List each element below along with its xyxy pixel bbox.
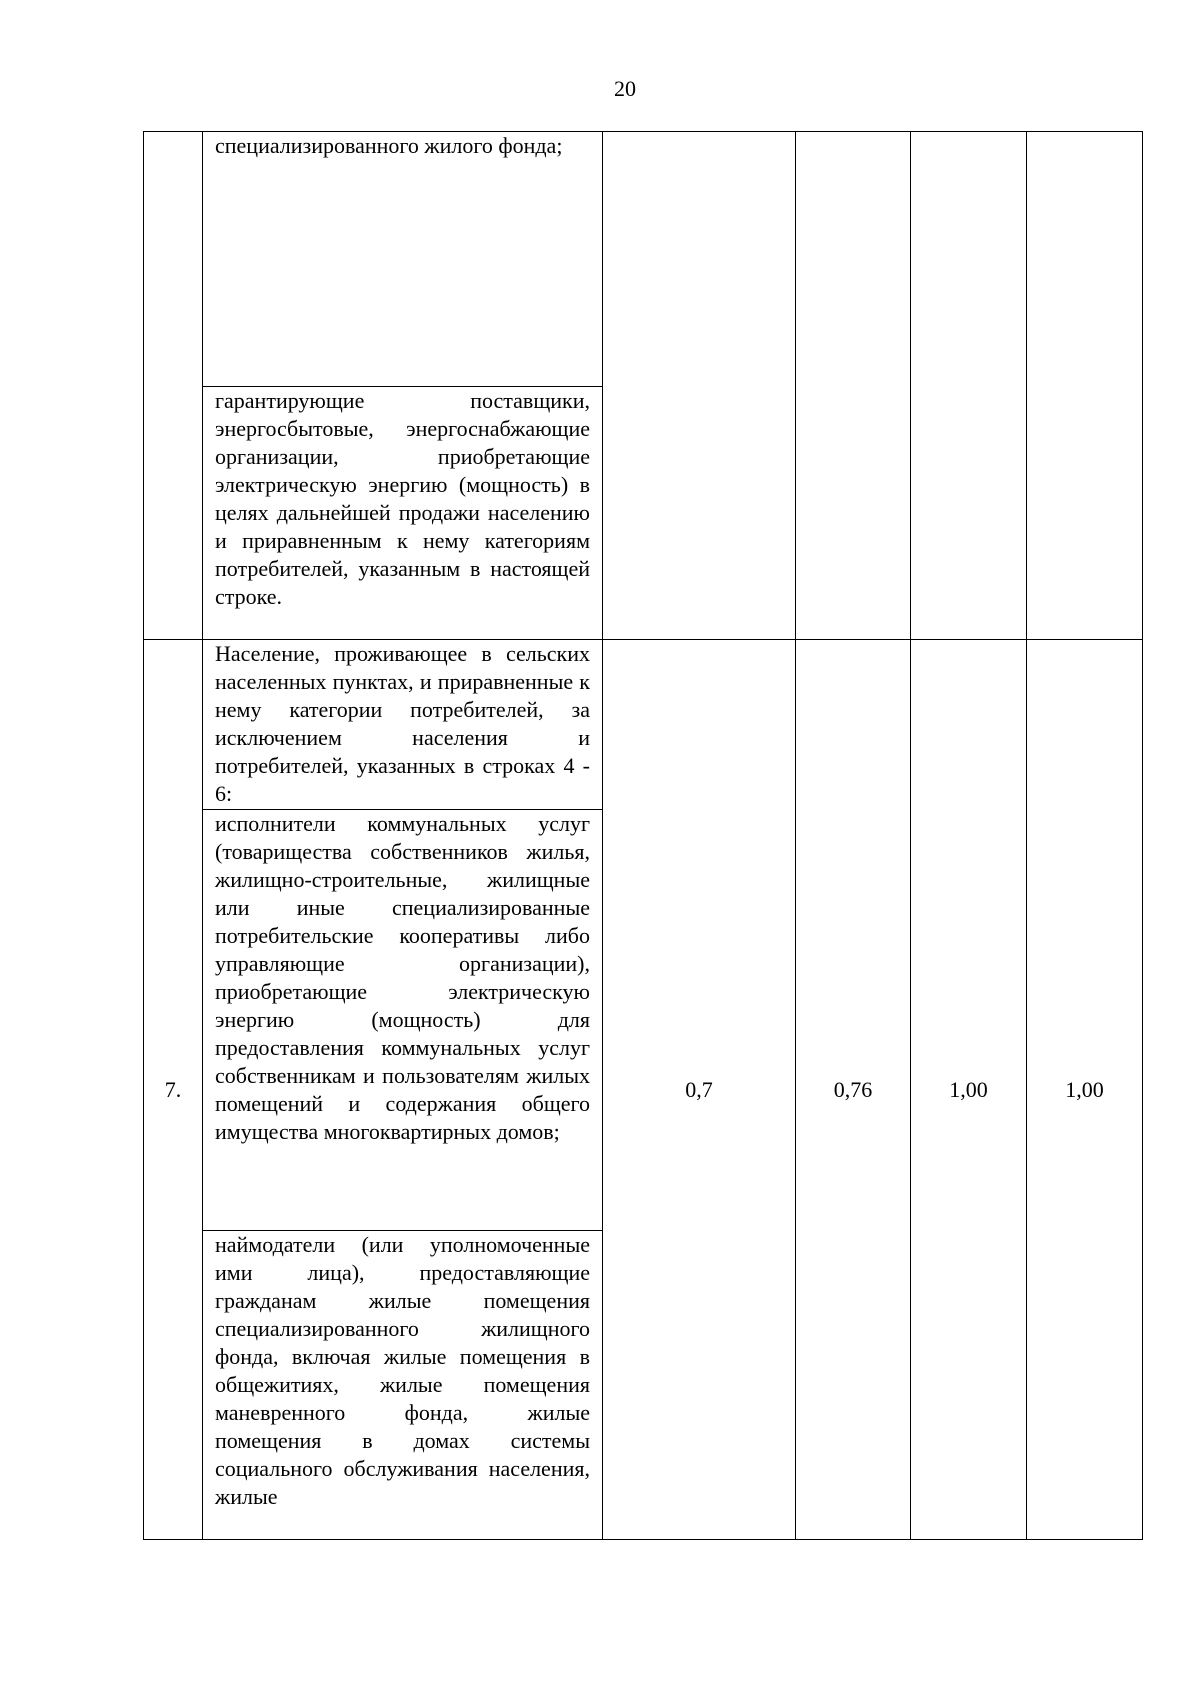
- row-description-cell: [203, 387, 603, 640]
- table-row: [144, 132, 1143, 387]
- row-description-cell: [203, 810, 603, 1231]
- value: 0,7: [685, 1076, 713, 1102]
- table-row: [144, 640, 1143, 810]
- value: 1,00: [949, 1076, 988, 1102]
- value-cell-1: [603, 640, 796, 1540]
- row-description: специализированного жилого фонда;: [215, 133, 563, 158]
- tariff-table: [143, 131, 1143, 1540]
- row-description: наймодатели (или уполномоченные ими лица), предоставляющие гражданам жилые помещения специализированного жилищного фонда, включая жилые помещения в общежитиях, жилые помещения маневренного фонда, жилые помещения в домах системы социального обслуживания населения, жилые: [215, 1232, 590, 1509]
- value: 1,00: [1065, 1076, 1104, 1102]
- value-cell-1: [603, 132, 796, 640]
- row-number: 7.: [164, 1076, 182, 1102]
- value-cell-3: [911, 640, 1027, 1540]
- value-cell-4: [1027, 640, 1143, 1540]
- row-number-cell: [144, 132, 203, 640]
- row-description: гарантирующие поставщики, энергосбытовые, энергоснабжающие организации, приобретающие электрическую энергию (мощность) в целях дальнейшей продажи населению и приравненным к нему категориям потребителей, указанным в настоящей строке.: [215, 388, 590, 609]
- page-number: 20: [614, 76, 636, 101]
- value: 0,76: [833, 1076, 873, 1102]
- row-number-cell: [144, 640, 203, 1540]
- row-description-cell: [203, 1231, 603, 1540]
- row-description: исполнители коммунальных услуг (товарищества собственников жилья, жилищно-строительные, жилищные или иные специализированные потребительские кооперативы либо управляющие организации), приобретающие электрическую энергию (мощность) для предоставления коммунальных услуг собственникам и пользователям жилых помещений и содержания общего имущества многоквартирных домов;: [215, 811, 590, 1144]
- row-description-cell: [203, 640, 603, 810]
- row-description-cell: [203, 132, 603, 387]
- value-cell-3: [911, 132, 1027, 640]
- value-cell-2: [796, 640, 911, 1540]
- row-description: Население, проживающее в сельских населенных пунктах, и приравненные к нему категории потребителей, за исключением населения и потребителей, указанных в строках 4 - 6:: [215, 641, 590, 806]
- value-cell-4: [1027, 132, 1143, 640]
- value-cell-2: [796, 132, 911, 640]
